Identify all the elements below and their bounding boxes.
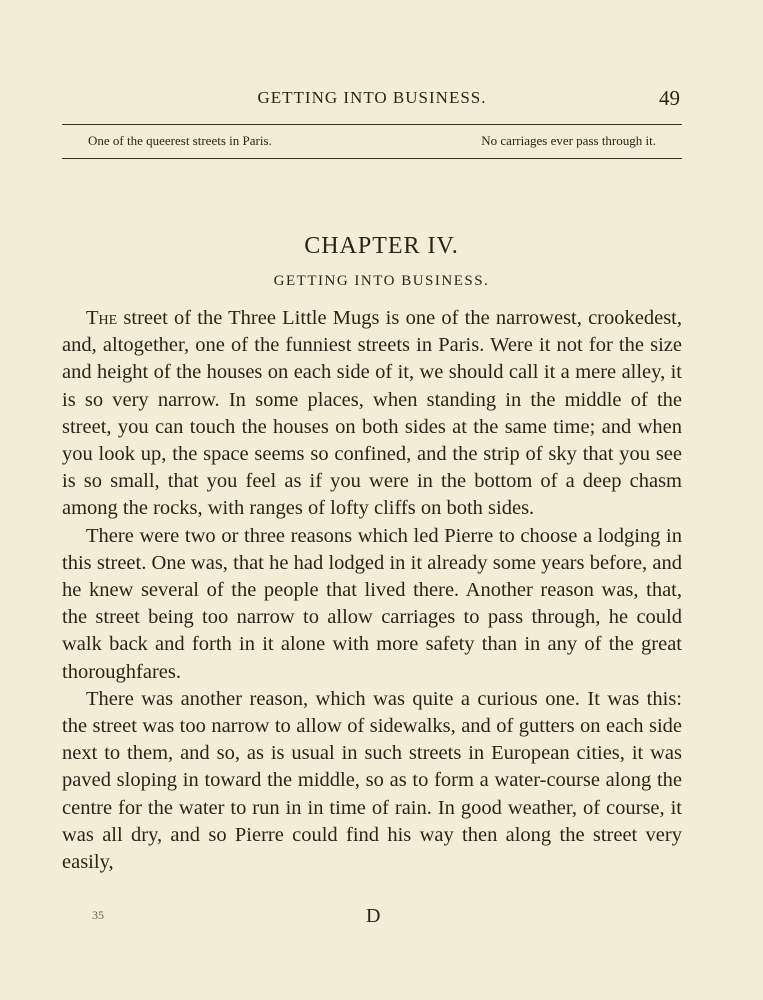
- signature-letter: D: [366, 905, 381, 927]
- paragraph-3: There was another reason, which was quite a curious one. It was this: the street was too narrow to allow of sidewalks, and of gutters on each side next to them, and so, as is usual in such streets in European cities, it was paved sloping in toward the middle, so as to form a water-course along the centre for the water to run in in time of rain. In good weather, of course, it was all dry, and so Pierre could find his way then along the street very easily,: [62, 687, 682, 874]
- page-number: 49: [659, 86, 680, 110]
- paragraph-lead-word: The: [86, 307, 118, 329]
- signature-number: 35: [92, 908, 104, 922]
- margin-notes: [88, 133, 656, 153]
- margin-note-right: No carriages ever pass through it.: [481, 133, 656, 148]
- paragraph-2: There were two or three reasons which led Pierre to choose a lodging in this street. One was, that he had lodged in it already some years before, and he knew several of the people that lived there. Another reason was, that, the street being too narrow to allow carriages to pass through, he could walk back and forth in it alone with more safety than in any of the great thoroughfares.: [62, 524, 682, 683]
- header-rule-bottom: [62, 158, 682, 159]
- running-head: [62, 86, 682, 114]
- paragraph-1-text: street of the Three Little Mugs is one of the narrowest, crookedest, and, altogether, one of the funniest streets in Paris. Were it not for the size and height of the houses on each side of it, we should call it a mere alley, it is so very narrow. In some places, when standing in the middle of the street, you can touch the houses on both sides at the same time; and when you look up, the space seems so confined, and the strip of sky that you see is so small, that you feel as if you were in the bottom of a deep chasm among the rocks, with ranges of lofty cliffs on both sides.: [62, 307, 682, 520]
- header-rule-top: [62, 124, 682, 125]
- margin-note-left: One of the queerest streets in Paris.: [88, 133, 272, 148]
- chapter-subtitle: GETTING INTO BUSINESS.: [273, 273, 490, 289]
- body-text: [62, 305, 682, 876]
- running-title: GETTING INTO BUSINESS.: [257, 88, 487, 107]
- chapter-title: CHAPTER IV.: [304, 233, 459, 259]
- paragraph-1: [62, 305, 682, 523]
